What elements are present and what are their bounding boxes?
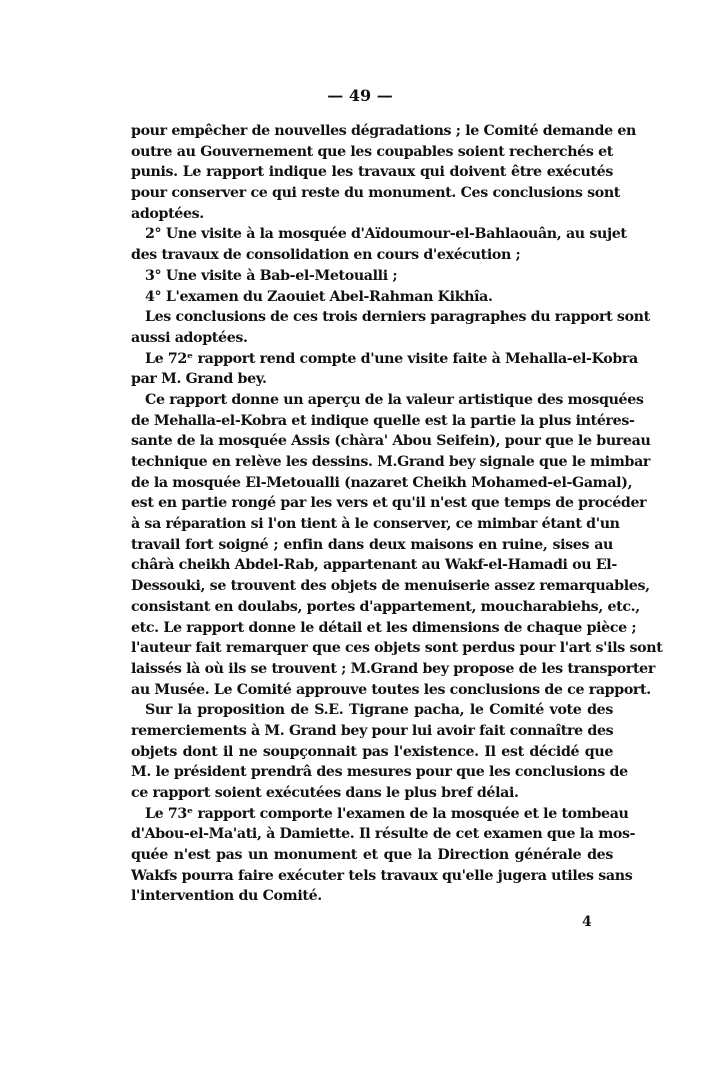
- text-line: Le 73ᵉ rapport comporte l'examen de la mosquée et le tombeau: [145, 805, 629, 822]
- text-line: chârà cheikh Abdel-Rab, appartenant au Wakf-el-Hamadi ou El-: [131, 557, 617, 574]
- paragraph: [131, 266, 613, 287]
- text-line: travail fort soigné ; enfin dans deux maisons en ruine, sises au: [131, 536, 613, 553]
- text-line: Ce rapport donne un aperçu de la valeur artistique des mosquées: [145, 391, 644, 408]
- text-line: adoptées.: [131, 205, 204, 222]
- text-line: M. le président prendrâ des mesures pour que les conclusions de: [131, 764, 628, 781]
- text-line: objets dont il ne soupçonnait pas l'existence. Il est décidé que: [131, 743, 613, 760]
- text-line: 3° Une visite à Bab-el-Metoualli ;: [145, 267, 398, 284]
- paragraph: [131, 700, 628, 803]
- text-line: au Musée. Le Comité approuve toutes les conclusions de ce rapport.: [131, 681, 651, 698]
- text-line: remerciements à M. Grand bey pour lui avoir fait connaître des: [131, 722, 614, 739]
- page-number: — 49 —: [327, 86, 393, 105]
- text-line: Le 72ᵉ rapport rend compte d'une visite faite à Mehalla-el-Kobra: [145, 350, 638, 367]
- paragraph: [131, 349, 638, 390]
- text-line: consistant en doulabs, portes d'appartement, moucharabiehs, etc.,: [131, 598, 640, 615]
- text-line: ce rapport soient exécutées dans le plus bref délai.: [131, 785, 519, 801]
- text-line: à sa réparation si l'on tient à le conserver, ce mimbar étant d'un: [131, 516, 620, 533]
- text-line: l'intervention du Comité.: [131, 888, 322, 905]
- paragraph: [131, 804, 636, 907]
- text-line: Dessouki, se trouvent des objets de menuiserie assez remarquables,: [131, 578, 650, 595]
- paragraph: [131, 390, 663, 700]
- text-line: des travaux de consolidation en cours d'exécution ;: [131, 247, 521, 264]
- text-line: de la mosquée El-Metoualli (nazaret Cheikh Mohamed-el-Gamal),: [131, 474, 633, 491]
- text-line: 4° L'examen du Zaouiet Abel-Rahman Kikhîa.: [145, 288, 493, 305]
- text-line: quée n'est pas un monument et que la Direction générale des: [131, 847, 613, 864]
- text-line: Les conclusions de ces trois derniers paragraphes du rapport sont: [145, 309, 650, 326]
- text-line: pour conserver ce qui reste du monument. Ces conclusions sont: [131, 185, 620, 202]
- text-line: pour empêcher de nouvelles dégradations ; le Comité demande en: [131, 123, 636, 139]
- text-line: aussi adoptées.: [131, 329, 248, 346]
- text-line: sante de la mosquée Assis (chàra' Abou Seifein), pour que le bureau: [131, 433, 651, 450]
- text-line: etc. Le rapport donne le détail et les dimensions de chaque pièce ;: [131, 619, 637, 636]
- text-line: Sur la proposition de S.E. Tigrane pacha, le Comité vote des: [145, 702, 613, 719]
- text-line: Wakfs pourra faire exécuter tels travaux qu'elle jugera utiles sans: [131, 867, 633, 884]
- paragraph: [131, 121, 636, 224]
- paragraph: [131, 287, 613, 308]
- text-line: 2° Une visite à la mosquée d'Aïdoumour-el-Bahlaouân, au sujet: [145, 226, 627, 243]
- text-line: technique en relève les dessins. M.Grand bey signale que le mimbar: [131, 454, 651, 470]
- paragraph: [131, 307, 650, 348]
- body-text: [131, 121, 663, 907]
- signature-mark: 4: [582, 914, 592, 930]
- text-line: l'auteur fait remarquer que ces objets sont perdus pour l'art s'ils sont: [131, 640, 663, 657]
- text-line: outre au Gouvernement que les coupables soient recherchés et: [131, 143, 613, 160]
- text-line: par M. Grand bey.: [131, 371, 267, 388]
- text-line: laissés là où ils se trouvent ; M.Grand bey propose de les transporter: [131, 660, 655, 677]
- text-line: de Mehalla-el-Kobra et indique quelle est la partie la plus intéres-: [131, 412, 635, 429]
- text-line: punis. Le rapport indique les travaux qui doivent être exécutés: [131, 164, 613, 181]
- text-line: est en partie rongé par les vers et qu'il n'est que temps de procéder: [131, 495, 647, 512]
- paragraph: [131, 224, 627, 265]
- text-line: d'Abou-el-Ma'ati, à Damiette. Il résulte de cet examen que la mos-: [131, 826, 636, 843]
